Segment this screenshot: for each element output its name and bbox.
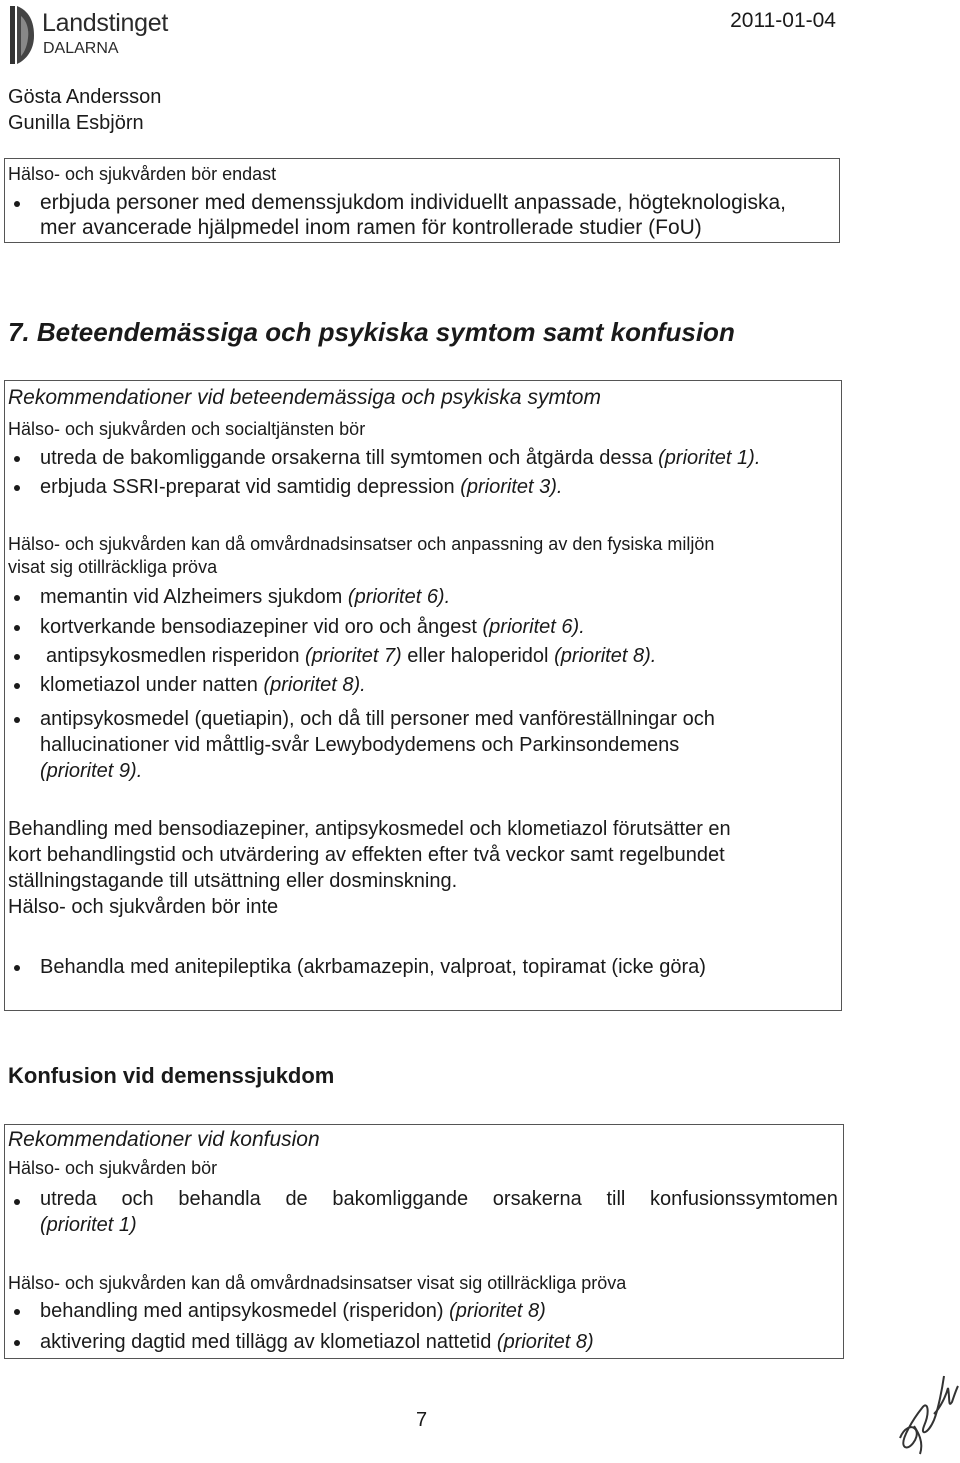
bullet-icon bbox=[14, 1309, 20, 1315]
word: utreda bbox=[40, 1188, 97, 1210]
paragraph-line: kort behandlingstid och utvärdering av effekten efter två veckor samt regelbundet bbox=[8, 844, 725, 866]
bullet-item bbox=[40, 673, 366, 697]
priority-label: (prioritet 6). bbox=[482, 616, 585, 638]
box-title: Rekommendationer vid beteendemässiga och psykiska symtom bbox=[8, 386, 601, 409]
box-intro: Hälso- och sjukvården bör bbox=[8, 1158, 218, 1178]
section-heading: 7. Beteendemässiga och psykiska symtom samt konfusion bbox=[8, 317, 735, 347]
section-heading: Konfusion vid demenssjukdom bbox=[8, 1063, 335, 1088]
bullet-text: memantin vid Alzheimers sjukdom bbox=[40, 586, 343, 608]
handwritten-signature-icon bbox=[894, 1368, 960, 1460]
bullet-text: Behandla med anitepileptika (akrbamazepin, valproat, topiramat (icke göra) bbox=[40, 956, 706, 978]
box-intro: Hälso- och sjukvården och socialtjänsten bör bbox=[8, 419, 366, 439]
box-intro: Hälso- och sjukvården kan då omvårdnadsinsatser och anpassning av den fysiska miljön bbox=[8, 534, 715, 554]
bullet-text: aktivering dagtid med tillägg av klometiazol nattetid bbox=[40, 1331, 492, 1353]
bullet-item bbox=[40, 1330, 594, 1354]
bullet-text: hallucinationer vid måttlig-svår Lewybodydemens och Parkinsondemens bbox=[40, 734, 680, 756]
box-title: Rekommendationer vid konfusion bbox=[8, 1128, 320, 1151]
priority-label: (prioritet 7) bbox=[305, 645, 402, 667]
bullet-text: antipsykosmedlen risperidon bbox=[46, 645, 300, 667]
bullet-icon bbox=[14, 456, 20, 462]
logo-name: Landstinget bbox=[42, 9, 168, 37]
priority-label: (prioritet 1) bbox=[40, 1214, 137, 1236]
bullet-icon bbox=[14, 1199, 20, 1205]
word: behandla bbox=[178, 1188, 261, 1210]
author-name: Gunilla Esbjörn bbox=[8, 112, 144, 134]
bullet-text: erbjuda SSRI-preparat vid samtidig depression bbox=[40, 476, 455, 498]
bullet-text: mer avancerade hjälpmedel inom ramen för kontrollerade studier (FoU) bbox=[40, 216, 702, 239]
word: och bbox=[121, 1188, 154, 1210]
priority-label: (prioritet 1). bbox=[658, 447, 761, 469]
bullet-item bbox=[40, 585, 450, 609]
recommendation-box-hjalpmedel bbox=[4, 158, 840, 243]
bullet-icon bbox=[14, 485, 20, 491]
bullet-text-justified bbox=[40, 1187, 838, 1211]
recommendation-box-bpsd bbox=[4, 380, 842, 1011]
author-list bbox=[8, 84, 161, 136]
word: till bbox=[606, 1188, 626, 1210]
bullet-item bbox=[40, 475, 562, 499]
bullet-icon bbox=[14, 683, 20, 689]
bullet-icon bbox=[14, 965, 20, 971]
bullet-item bbox=[46, 644, 656, 668]
bullet-text: erbjuda personer med demenssjukdom individuellt anpassade, högteknologiska, bbox=[40, 191, 786, 214]
box-intro: Hälso- och sjukvården bör endast bbox=[8, 164, 277, 184]
box-intro: visat sig otillräckliga pröva bbox=[8, 557, 218, 577]
priority-label: (prioritet 8). bbox=[263, 674, 366, 696]
bullet-text: klometiazol under natten bbox=[40, 674, 258, 696]
priority-label: (prioritet 8). bbox=[554, 645, 657, 667]
bullet-text: kortverkande bensodiazepiner vid oro och ångest bbox=[40, 616, 477, 638]
bullet-item bbox=[40, 446, 760, 470]
bullet-icon bbox=[14, 717, 20, 723]
author-name: Gösta Andersson bbox=[8, 86, 162, 108]
bullet-item bbox=[40, 1299, 546, 1323]
bullet-icon bbox=[14, 654, 20, 660]
priority-label: (prioritet 6). bbox=[347, 586, 451, 608]
box-intro: Hälso- och sjukvården kan då omvårdnadsinsatser visat sig otillräckliga pröva bbox=[8, 1273, 627, 1293]
paragraph-line: ställningstagande till utsättning eller dosminskning. bbox=[8, 870, 458, 892]
bullet-icon bbox=[14, 201, 20, 207]
landstinget-logo-icon bbox=[10, 6, 36, 64]
priority-label: (prioritet 9). bbox=[40, 760, 143, 782]
priority-label: (prioritet 8) bbox=[496, 1331, 594, 1353]
bullet-text: eller haloperidol bbox=[407, 645, 549, 667]
paragraph-line: Behandling med bensodiazepiner, antipsykosmedel och klometiazol förutsätter en bbox=[8, 818, 731, 840]
priority-label: (prioritet 3). bbox=[460, 476, 563, 498]
bullet-text: behandling med antipsykosmedel (risperidon) bbox=[40, 1300, 444, 1322]
priority-label: (prioritet 8) bbox=[449, 1300, 546, 1322]
box-intro: Hälso- och sjukvården bör inte bbox=[8, 896, 279, 918]
bullet-icon bbox=[14, 1340, 20, 1346]
word: de bbox=[285, 1188, 308, 1210]
word: bakomliggande bbox=[332, 1188, 469, 1210]
bullet-text: antipsykosmedel (quetiapin), och då till personer med vanföreställningar och bbox=[40, 708, 715, 730]
bullet-icon bbox=[14, 595, 20, 601]
page-number: 7 bbox=[416, 1409, 428, 1431]
bullet-text: utreda de bakomliggande orsakerna till symtomen och åtgärda dessa bbox=[40, 447, 653, 469]
document-date: 2011-01-04 bbox=[730, 9, 836, 32]
recommendation-box-konfusion bbox=[4, 1124, 844, 1359]
bullet-icon bbox=[14, 625, 20, 631]
logo-subtitle: DALARNA bbox=[43, 40, 119, 57]
word: orsakerna bbox=[492, 1188, 582, 1210]
bullet-item bbox=[40, 615, 585, 639]
word: konfusionssymtomen bbox=[650, 1188, 838, 1210]
